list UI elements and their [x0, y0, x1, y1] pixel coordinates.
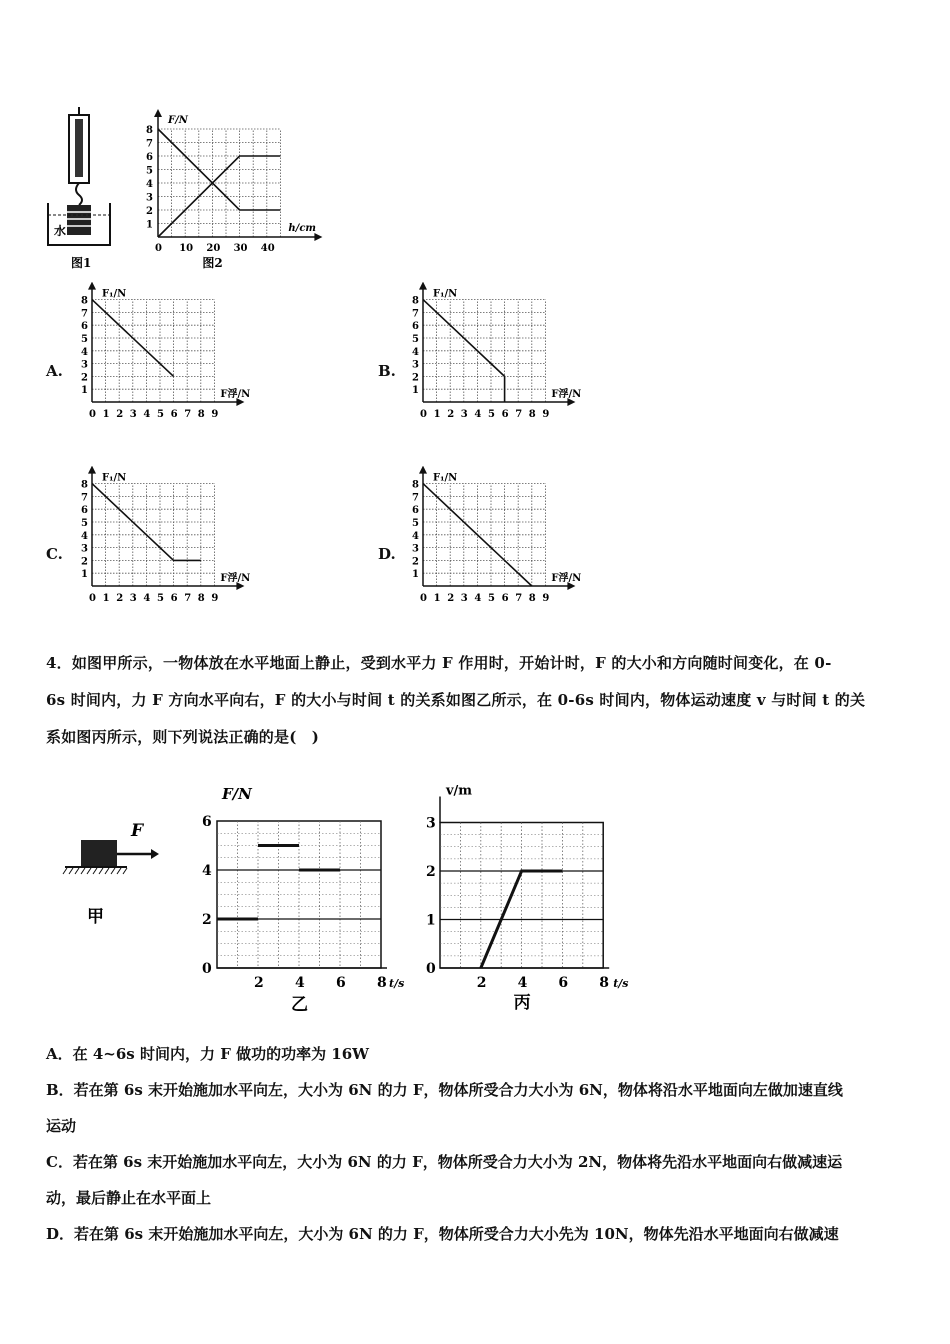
- x-tick-label: 8: [528, 409, 536, 420]
- y-axis-arrow: [88, 282, 96, 290]
- x-tick-label: 1: [433, 409, 441, 420]
- figure-jia-caption: 甲: [87, 907, 104, 927]
- y-tick-label: 5: [81, 334, 88, 345]
- x-tick-label: 40: [260, 243, 275, 254]
- figure-jia: [55, 810, 165, 940]
- x-tick-label: 7: [184, 409, 192, 420]
- x-tick-label: 9: [542, 409, 550, 420]
- answer-options: [46, 1036, 916, 1252]
- x-tick-label: 3: [460, 409, 468, 420]
- x-axis-arrow: [314, 233, 322, 241]
- y-axis-label: F₁/N: [433, 288, 458, 300]
- x-tick-label: 20: [206, 243, 221, 254]
- y-axis-arrow: [419, 466, 427, 474]
- y-tick-label: 7: [146, 138, 153, 150]
- x-axis-label: F浮/N: [220, 389, 251, 400]
- x-tick-label: 1: [433, 593, 441, 604]
- y-tick-label: 2: [81, 372, 88, 384]
- option-a-label: A.: [46, 362, 63, 380]
- x-tick-label: 30: [233, 243, 248, 254]
- option-d-chart: [403, 466, 588, 616]
- y-axis-label: F/N: [168, 115, 188, 126]
- question-4-line-1: 4．如图甲所示，一物体放在水平地面上静止，受到水平力 F 作用时，开始计时，F 的大小和方向随时间变化，在 0-: [46, 654, 832, 672]
- figure-2-caption: 图2: [202, 256, 223, 270]
- x-tick-label: 0: [89, 409, 96, 420]
- y-axis-label: F₁/N: [102, 472, 127, 484]
- y-tick-label: 1: [81, 569, 88, 581]
- figure-yi-caption: 乙: [291, 995, 308, 1015]
- x-tick-label: 6: [170, 593, 178, 604]
- x-tick-label: 2: [254, 975, 264, 991]
- y-tick-label: 1: [412, 385, 419, 397]
- option-a-text: A．在 4~6s 时间内，力 F 做功的功率为 16W: [46, 1045, 370, 1063]
- question-4-stem: [46, 645, 906, 756]
- option-b-text-line-2: 运动: [46, 1117, 77, 1135]
- y-tick-label: 5: [412, 334, 419, 345]
- x-tick-label: 0: [89, 593, 96, 604]
- y-tick-label: 2: [146, 206, 153, 217]
- option-b-text-line-1: B．若在第 6s 末开始施加水平向左，大小为 6N 的力 F，物体所受合力大小为 6N，物体将沿水平地面向左做加速直线: [46, 1081, 843, 1099]
- x-tick-label: 2: [447, 409, 455, 420]
- x-tick-label: 1: [102, 593, 110, 604]
- figure-bing-caption: 丙: [513, 993, 531, 1013]
- x-tick-label: 4: [517, 975, 528, 991]
- y-tick-label: 4: [202, 863, 212, 879]
- option-c-text-line-2: 动，最后静止在水平面上: [46, 1189, 212, 1207]
- x-tick-label: 7: [515, 593, 523, 604]
- x-tick-label: 0: [420, 593, 427, 604]
- y-tick-label: 1: [81, 385, 88, 397]
- y-tick-label: 4: [412, 346, 419, 358]
- x-tick-label: 10: [179, 243, 194, 254]
- y-axis-arrow: [419, 282, 427, 290]
- y-tick-label: 5: [81, 518, 88, 529]
- y-tick-label: 5: [412, 518, 419, 529]
- y-tick-label: 7: [81, 308, 88, 320]
- option-c-label: C.: [46, 545, 63, 563]
- x-tick-label: 2: [447, 593, 455, 604]
- x-axis-label: F浮/N: [551, 389, 582, 400]
- x-tick-label: 6: [558, 975, 569, 991]
- x-tick-label: 5: [157, 409, 164, 420]
- x-tick-label: 4: [474, 409, 482, 420]
- x-tick-label: 6: [336, 975, 346, 991]
- force-label: F: [131, 821, 144, 841]
- y-axis-label: F₁/N: [102, 288, 127, 300]
- y-tick-label: 4: [146, 179, 153, 190]
- x-tick-label: 3: [460, 593, 468, 604]
- x-tick-label: 8: [377, 975, 387, 991]
- y-tick-label: 3: [426, 815, 436, 832]
- y-tick-label: 8: [146, 125, 153, 136]
- x-tick-label: 1: [102, 409, 110, 420]
- hook-icon: [76, 183, 82, 205]
- x-tick-label: 5: [157, 593, 164, 604]
- x-tick-label: 4: [143, 593, 151, 604]
- y-tick-label: 8: [81, 295, 88, 307]
- x-axis-label: h/cm: [288, 223, 316, 234]
- figure-yi-chart: [195, 775, 420, 1025]
- y-tick-label: 7: [412, 492, 419, 504]
- x-axis-label: t/s: [613, 977, 629, 990]
- y-tick-label: 6: [81, 505, 88, 517]
- x-tick-label: 3: [129, 593, 137, 604]
- x-tick-label: 2: [116, 593, 124, 604]
- x-tick-label: 5: [488, 593, 495, 604]
- x-axis-label: t/s: [389, 977, 405, 990]
- y-tick-label: 6: [412, 321, 419, 333]
- y-axis-label: F/N: [222, 785, 252, 803]
- y-tick-label: 5: [146, 165, 153, 177]
- option-c-text-line-1: C．若在第 6s 末开始施加水平向左，大小为 6N 的力 F，物体所受合力大小为 2N，物体将先沿水平地面向右做减速运: [46, 1153, 843, 1171]
- y-tick-label: 7: [81, 492, 88, 504]
- y-tick-label: 8: [412, 295, 419, 307]
- x-tick-label: 9: [211, 409, 219, 420]
- y-axis-label: v/m: [446, 783, 473, 799]
- option-b-label: B.: [378, 362, 396, 380]
- x-tick-label: 0: [420, 409, 427, 420]
- y-tick-label: 2: [202, 912, 212, 928]
- question-4-line-2: 6s 时间内，力 F 方向水平向右，F 的大小与时间 t 的关系如图乙所示，在 0-6s 时间内，物体运动速度 v 与时间 t 的关: [46, 691, 866, 709]
- y-tick-label: 1: [146, 219, 153, 231]
- x-tick-label: 8: [197, 409, 205, 420]
- x-tick-label: 7: [515, 409, 523, 420]
- y-tick-label: 1: [426, 912, 436, 929]
- x-tick-label: 6: [170, 409, 178, 420]
- y-tick-label: 2: [81, 556, 88, 568]
- x-tick-label: 5: [488, 409, 495, 420]
- y-tick-label: 0: [202, 961, 212, 977]
- water-label: 水: [54, 224, 67, 238]
- x-tick-label: 2: [116, 409, 124, 420]
- y-tick-label: 3: [412, 543, 419, 555]
- x-tick-label: 6: [501, 409, 509, 420]
- figure-1-spring-scale: [40, 105, 120, 275]
- y-tick-label: 2: [412, 556, 419, 568]
- y-axis-arrow: [88, 466, 96, 474]
- question-4-line-3: 系如图丙所示，则下列说法正确的是( ): [46, 728, 319, 746]
- y-tick-label: 6: [412, 505, 419, 517]
- y-tick-label: 4: [81, 346, 88, 358]
- y-tick-label: 3: [146, 192, 153, 204]
- x-tick-label: 4: [474, 593, 482, 604]
- y-tick-label: 3: [412, 359, 419, 371]
- x-tick-label: 2: [476, 975, 487, 991]
- option-c-chart: [72, 466, 257, 616]
- y-tick-label: 0: [426, 961, 436, 977]
- x-axis-label: F浮/N: [551, 573, 582, 584]
- y-tick-label: 6: [202, 814, 212, 830]
- option-d-label: D.: [378, 545, 396, 563]
- x-axis-label: F浮/N: [220, 573, 251, 584]
- y-axis-label: F₁/N: [433, 472, 458, 484]
- y-tick-label: 4: [81, 530, 88, 542]
- y-tick-label: 3: [81, 359, 88, 371]
- y-axis-arrow: [154, 109, 162, 117]
- hanging-weight: [67, 205, 91, 235]
- x-tick-label: 9: [542, 593, 550, 604]
- y-tick-label: 7: [412, 308, 419, 320]
- y-tick-label: 6: [81, 321, 88, 333]
- figure-bing-chart: [415, 775, 645, 1025]
- x-tick-label: 4: [295, 975, 305, 991]
- block: [81, 840, 117, 866]
- spring-scale-scale: [75, 119, 83, 177]
- y-tick-label: 4: [412, 530, 419, 542]
- y-tick-label: 6: [146, 152, 153, 163]
- figure-2-chart: [138, 100, 328, 275]
- option-d-text-line-1: D．若在第 6s 末开始施加水平向左，大小为 6N 的力 F，物体所受合力大小先为 10N，物体先沿水平地面向右做减速: [46, 1225, 839, 1243]
- y-tick-label: 3: [81, 543, 88, 555]
- x-tick-label: 8: [599, 975, 609, 991]
- x-tick-label: 0: [155, 243, 162, 254]
- y-tick-label: 1: [412, 569, 419, 581]
- y-tick-label: 2: [412, 372, 419, 384]
- x-tick-label: 9: [211, 593, 219, 604]
- x-tick-label: 8: [528, 593, 536, 604]
- y-tick-label: 8: [81, 479, 88, 491]
- x-tick-label: 6: [501, 593, 509, 604]
- x-tick-label: 8: [197, 593, 205, 604]
- option-a-chart: [72, 282, 257, 432]
- x-tick-label: 4: [143, 409, 151, 420]
- x-tick-label: 7: [184, 593, 192, 604]
- y-tick-label: 2: [426, 864, 436, 880]
- figure-1-caption: 图1: [71, 256, 92, 270]
- y-tick-label: 8: [412, 479, 419, 491]
- x-tick-label: 3: [129, 409, 137, 420]
- option-b-chart: [403, 282, 588, 432]
